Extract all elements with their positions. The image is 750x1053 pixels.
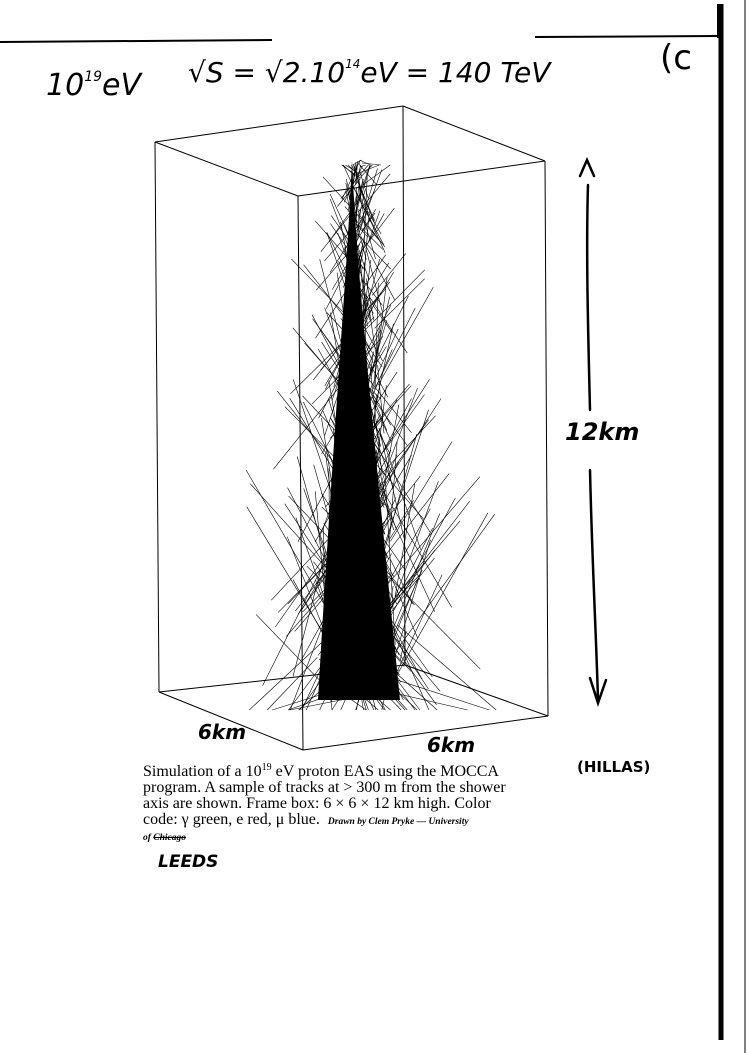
leeds-note: LEEDS [158,852,219,872]
particle-track [368,289,386,310]
particle-track [364,270,425,332]
hillas-note: (HILLAS) [577,758,651,776]
depth-label: 6km [198,720,247,744]
caption-line-3: axis are shown. Frame box: 6 × 6 × 12 km high. Color [143,795,491,812]
particle-track [256,614,323,684]
particle-track [374,308,415,390]
particle-track [390,501,469,604]
particle-track [393,513,488,683]
shower-core [318,160,400,700]
particle-track [384,492,452,607]
credit-text: Drawn by Clem Pryke — University [327,817,469,827]
particle-track [362,163,381,165]
struck-text: Chicago [153,833,187,843]
particle-track [375,279,425,329]
caption-line-4: code: γ green, e red, μ blue. Drawn by Clem Pryke — University [143,811,469,828]
particle-track [392,678,490,710]
particle-track [304,265,347,320]
particle-track [320,259,344,353]
figure-caption [143,764,613,846]
sqrt-s-formula: $√S = √2.10^{14}eV = 140$ TeV [188,56,551,89]
energy-label: $10^{19}eV$ [46,68,141,103]
particle-track [393,635,440,691]
particle-track [360,160,371,165]
corner-mark: (c [660,38,692,78]
caption-line-1: Simulation of a $10^{19}$ eV proton EAS using the MOCCA [143,762,499,780]
particle-track [381,434,421,550]
caption-line-5: of Chicago [143,833,187,843]
width-label: 6km [427,733,476,757]
height-label: 12km [565,418,640,446]
caption-line-2: program. A sample of tracks at > 300 m from the shower [143,779,506,796]
particle-track [298,575,326,614]
